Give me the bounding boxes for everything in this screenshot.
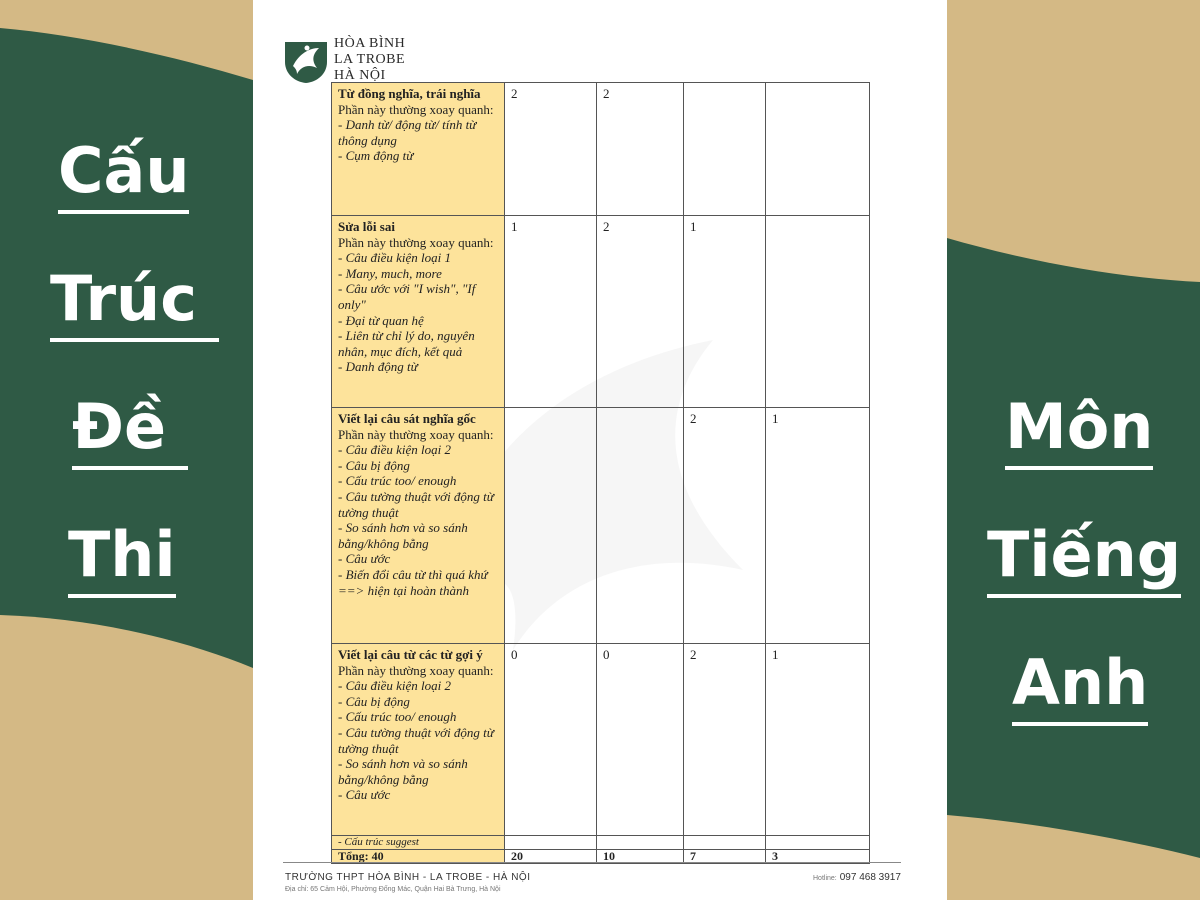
hotline-label: Hotline:: [813, 875, 837, 882]
exam-structure-table: [331, 82, 870, 864]
count-cell: [684, 83, 766, 216]
table-row: [332, 644, 870, 836]
bird-logo-icon: [283, 36, 329, 84]
title-word-cau: Cấu: [58, 140, 189, 202]
count-cell: 1: [766, 644, 870, 836]
table-row: [332, 408, 870, 644]
title-word-anh: Anh: [1012, 652, 1148, 714]
title-word-tieng: Tiếng: [987, 524, 1181, 586]
title-word-mon: Môn: [1005, 396, 1153, 458]
topic-cell: Viết lại câu từ các từ gợi ý Phần này thường xoay quanh: - Câu điều kiện loại 2 - Câu bị động - Cấu trúc too/ enough - Câu tường thuật với động từ tường thuật - So sánh hơn và so sánh bằng/không bằng - Câu ước: [332, 644, 505, 836]
footer-school-name: TRƯỜNG THPT HÒA BÌNH - LA TROBE - HÀ NỘI: [285, 872, 531, 883]
count-cell: [597, 408, 684, 644]
title-word-de: Đề: [72, 396, 188, 458]
total-cell: 3: [766, 850, 870, 864]
footer-hotline: [813, 872, 901, 883]
total-label: Tổng: 40: [332, 850, 505, 864]
count-cell: 1: [684, 216, 766, 408]
count-cell: 2: [597, 83, 684, 216]
footer-divider: [283, 862, 901, 863]
topic-cell: Sửa lỗi sai Phần này thường xoay quanh: - Câu điều kiện loại 1 - Many, much, more - Câu ước với "I wish", "If only" - Đại từ quan hệ - Liên từ chỉ lý do, nguyên nhân, mục đích, kết quả - Danh động từ: [332, 216, 505, 408]
hotline-number: 097 468 3917: [839, 872, 901, 883]
count-cell: 0: [597, 644, 684, 836]
topic-cell: Viết lại câu sát nghĩa gốc Phần này thường xoay quanh: - Câu điều kiện loại 2 - Câu bị động - Cấu trúc too/ enough - Câu tường thuật với động từ tường thuật - So sánh hơn và so sánh bằng/không bằng - Câu ước - Biến đổi câu từ thì quá khứ ==> hiện tại hoàn thành: [332, 408, 505, 644]
table-row: [332, 83, 870, 216]
count-cell: 2: [684, 644, 766, 836]
count-cell: [766, 83, 870, 216]
count-cell: 2: [684, 408, 766, 644]
topic-cell: Từ đồng nghĩa, trái nghĩa Phần này thường xoay quanh: - Danh từ/ động từ/ tính từ thông dụng - Cụm động từ: [332, 83, 505, 216]
count-cell: 2: [505, 83, 597, 216]
title-word-truc: Trúc: [50, 268, 219, 330]
document-page: [253, 0, 947, 900]
count-cell: [505, 408, 597, 644]
topic-cell: - Cấu trúc suggest: [332, 836, 505, 850]
count-cell: 1: [505, 216, 597, 408]
total-cell: 7: [684, 850, 766, 864]
total-cell: 20: [505, 850, 597, 864]
total-cell: 10: [597, 850, 684, 864]
table-row: [332, 836, 870, 850]
footer-address: Địa chỉ: 65 Cảm Hội, Phường Đống Mác, Quận Hai Bà Trưng, Hà Nội: [285, 886, 501, 893]
title-word-thi: Thi: [68, 524, 176, 586]
count-cell: [766, 216, 870, 408]
count-cell: 1: [766, 408, 870, 644]
count-cell: 0: [505, 644, 597, 836]
logo-text: HÒA BÌNH LA TROBE HÀ NỘI: [334, 36, 406, 83]
count-cell: 2: [597, 216, 684, 408]
table-row: [332, 216, 870, 408]
